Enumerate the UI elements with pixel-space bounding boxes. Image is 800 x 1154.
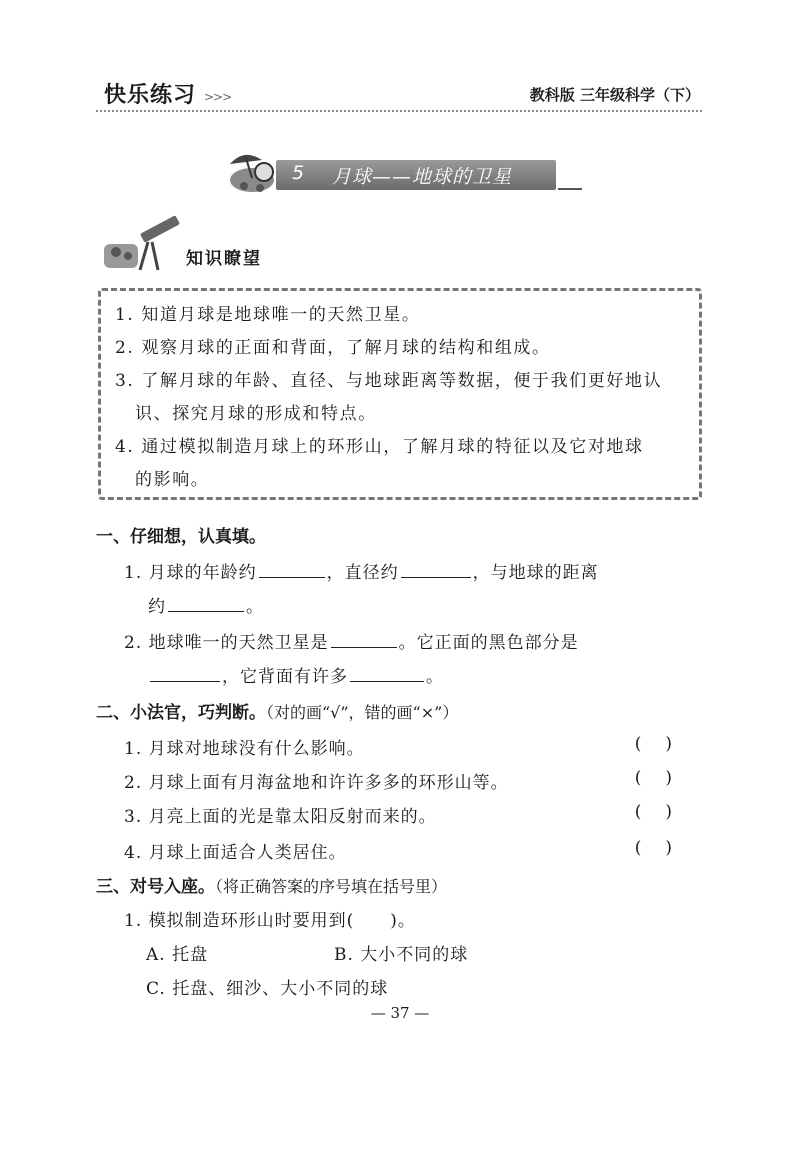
part1-question-2-continued	[148, 662, 444, 687]
series-title: 快乐练习	[104, 83, 197, 108]
question-text: 1. 月球的年龄约	[124, 563, 257, 583]
choice-option-b: B. 大小不同的球	[334, 945, 469, 965]
telescope-icon	[100, 212, 184, 274]
lesson-number: 5	[292, 162, 305, 184]
part2-instruction: （对的画“√”，错的画“×”）	[266, 703, 459, 722]
question-text: ，与地球的距离	[472, 563, 599, 583]
part1-question-2	[124, 628, 579, 653]
book-info: 教科版 三年级科学（下）	[529, 86, 700, 104]
judge-answer-paren[interactable]: ()	[634, 734, 696, 754]
part3-heading-text: 三、对号入座。	[96, 877, 215, 897]
part3-instruction: （将正确答案的序号填在括号里）	[215, 877, 448, 896]
answer-blank[interactable]	[401, 576, 471, 578]
judge-item: 4. 月球上面适合人类居住。	[124, 843, 347, 863]
question-text: ，直径约	[326, 563, 399, 583]
knowledge-item-continued: 的影响。	[135, 470, 210, 490]
question-text: 。	[246, 597, 264, 617]
part1-question-1-continued	[148, 592, 264, 617]
judge-item: 2. 月球上面有月海盆地和许许多多的环形山等。	[124, 773, 509, 793]
judge-item: 1. 月球对地球没有什么影响。	[124, 739, 365, 759]
page-number: — 37 —	[370, 1004, 430, 1022]
question-text: 2. 地球唯一的天然卫星是	[124, 633, 329, 653]
choice-option-c: C. 托盘、细沙、大小不同的球	[146, 979, 389, 999]
judge-answer-paren[interactable]: ()	[634, 768, 696, 788]
answer-blank[interactable]	[350, 680, 424, 682]
part2-heading	[96, 698, 458, 723]
lesson-title-bar	[276, 160, 556, 190]
judge-answer-paren[interactable]: ()	[634, 838, 696, 858]
question-text: 。	[426, 667, 444, 687]
knowledge-item: 1. 知道月球是地球唯一的天然卫星。	[115, 305, 421, 325]
question-text: 。它正面的黑色部分是	[398, 633, 579, 653]
knowledge-item: 3. 了解月球的年龄、直径、与地球距离等数据，便于我们更好地认	[115, 371, 663, 391]
answer-blank[interactable]	[331, 646, 397, 648]
answer-blank[interactable]	[150, 680, 220, 682]
knowledge-item: 2. 观察月球的正面和背面，了解月球的结构和组成。	[115, 338, 551, 358]
part2-heading-text: 二、小法官，巧判断。	[96, 703, 266, 723]
judge-answer-paren[interactable]: ()	[634, 802, 696, 822]
part3-heading	[96, 872, 447, 897]
judge-item: 3. 月亮上面的光是靠太阳反射而来的。	[124, 807, 437, 827]
part1-heading: 一、仔细想，认真填。	[96, 527, 266, 547]
part1-question-1	[124, 558, 599, 583]
answer-blank[interactable]	[168, 610, 244, 612]
lesson-title: 月球——地球的卫星	[332, 166, 513, 188]
header-divider	[96, 110, 702, 112]
knowledge-box	[98, 288, 702, 500]
knowledge-section-label: 知识瞭望	[186, 249, 262, 269]
lesson-underline	[558, 188, 582, 190]
answer-blank[interactable]	[259, 576, 325, 578]
knowledge-item: 4. 通过模拟制造月球上的环形山，了解月球的特征以及它对地球	[115, 437, 644, 457]
question-text: 约	[148, 597, 166, 617]
choice-option-a: A. 托盘	[146, 945, 209, 965]
choice-question-stem: 1. 模拟制造环形山时要用到( )。	[124, 911, 416, 931]
series-arrows: >>>	[204, 90, 232, 104]
lesson-banner	[222, 150, 590, 194]
knowledge-item-continued: 识、探究月球的形成和特点。	[135, 404, 377, 424]
question-text: ，它背面有许多	[222, 667, 348, 687]
